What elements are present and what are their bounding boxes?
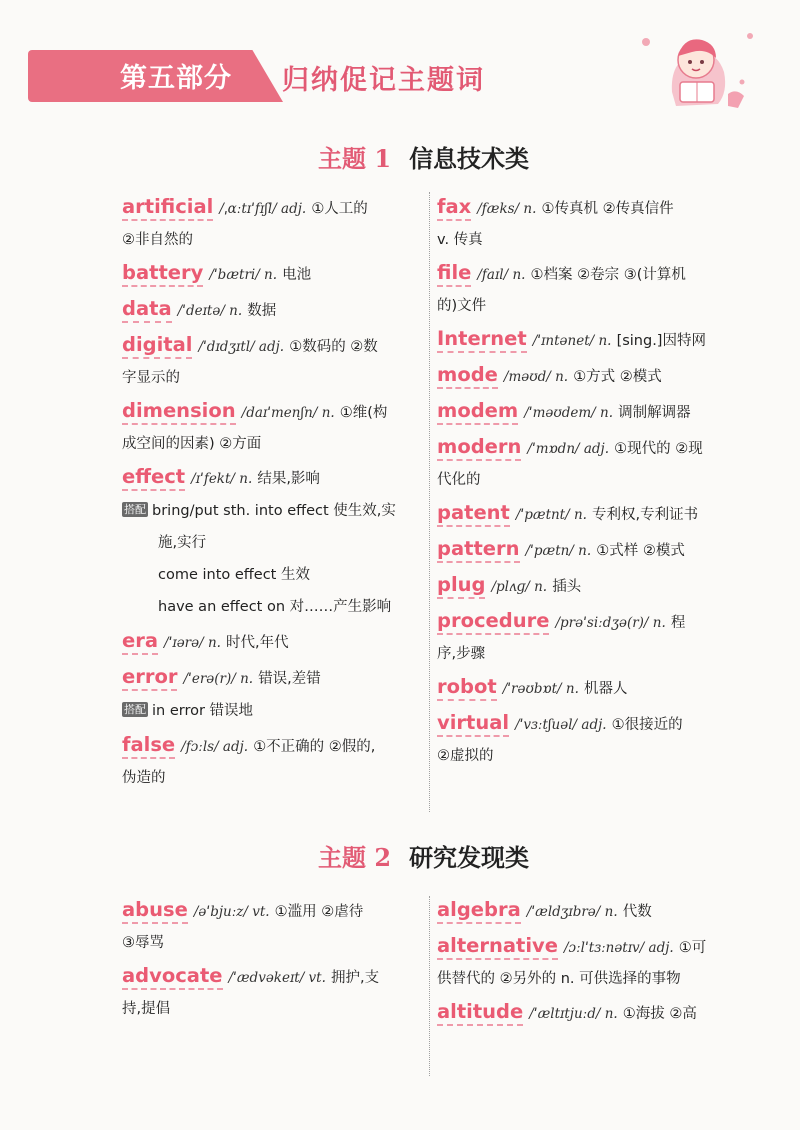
phonetic: /məʊd/ n. bbox=[503, 369, 569, 385]
entry-battery bbox=[122, 255, 422, 291]
definition: 数据 bbox=[247, 303, 277, 319]
phonetic: /ˈmɒdn/ adj. bbox=[527, 441, 610, 457]
headword: patent bbox=[437, 501, 510, 527]
definition: 结果,影响 bbox=[257, 471, 320, 487]
headword: battery bbox=[122, 261, 203, 287]
phonetic: /ˌɑːtɪˈfɪʃl/ adj. bbox=[219, 201, 307, 217]
phonetic: /əˈbjuːz/ vt. bbox=[193, 904, 270, 920]
definition: 机器人 bbox=[583, 681, 628, 697]
entry-abuse bbox=[122, 892, 422, 958]
theme-2-heading bbox=[318, 838, 529, 873]
definition-cont: ②虚拟的 bbox=[437, 748, 494, 764]
headword: modern bbox=[437, 435, 521, 461]
collocation bbox=[122, 695, 422, 727]
definition: 错误,差错 bbox=[258, 671, 321, 687]
definition-cont: 成空间的因素) ②方面 bbox=[122, 436, 262, 452]
phonetic: /ˈældʒɪbrə/ n. bbox=[526, 904, 618, 920]
definition-cont: v. 传真 bbox=[437, 232, 483, 248]
definition-cont: ②非自然的 bbox=[122, 232, 193, 248]
theme-2-right-column bbox=[437, 892, 757, 1030]
headword: fax bbox=[437, 195, 471, 221]
entry-pattern bbox=[437, 531, 757, 567]
phonetic: /ˈpætn/ n. bbox=[525, 543, 592, 559]
collocation: have an effect on 对……产生影响 bbox=[158, 599, 392, 615]
definition-cont: 序,步骤 bbox=[437, 646, 486, 662]
definition-cont: ③辱骂 bbox=[122, 935, 164, 951]
headword: algebra bbox=[437, 898, 521, 924]
entry-plug bbox=[437, 567, 757, 603]
entry-virtual bbox=[437, 705, 757, 771]
phonetic: /ˈerə(r)/ n. bbox=[183, 671, 254, 687]
definition: 电池 bbox=[282, 267, 312, 283]
entry-modem bbox=[437, 393, 757, 429]
definition: ①方式 ②模式 bbox=[573, 369, 662, 385]
phonetic: /ˈrəʊbɒt/ n. bbox=[502, 681, 579, 697]
definition: ①现代的 ②现 bbox=[614, 441, 703, 457]
phonetic: /plʌɡ/ n. bbox=[491, 579, 548, 595]
phonetic: /ɔːlˈtɜːnətɪv/ adj. bbox=[564, 940, 674, 956]
headword: advocate bbox=[122, 964, 223, 990]
definition: 插头 bbox=[552, 579, 582, 595]
entry-altitude bbox=[437, 994, 757, 1030]
entry-data bbox=[122, 291, 422, 327]
phonetic: /ˈɪntənet/ n. bbox=[532, 333, 612, 349]
theme-1-right-column bbox=[437, 189, 757, 771]
headword: era bbox=[122, 629, 158, 655]
definition: 时代,年代 bbox=[226, 635, 289, 651]
theme-1-left-column bbox=[122, 189, 422, 793]
entry-fax bbox=[437, 189, 757, 255]
headword: virtual bbox=[437, 711, 509, 737]
entry-advocate bbox=[122, 958, 422, 1024]
headword: modem bbox=[437, 399, 518, 425]
headword: pattern bbox=[437, 537, 520, 563]
definition-cont: 的)文件 bbox=[437, 298, 487, 314]
theme-2-label: 主题 2 bbox=[318, 843, 392, 872]
entry-mode bbox=[437, 357, 757, 393]
headword: digital bbox=[122, 333, 192, 359]
entry-modern bbox=[437, 429, 757, 495]
phonetic: /ˈvɜːtʃuəl/ adj. bbox=[515, 717, 607, 733]
definition: 拥护,支 bbox=[331, 970, 380, 986]
definition: ①不正确的 ②假的, bbox=[253, 739, 376, 755]
headword: Internet bbox=[437, 327, 527, 353]
theme-2-title: 研究发现类 bbox=[409, 843, 530, 872]
theme-1-label: 主题 1 bbox=[318, 144, 392, 173]
phonetic: /ˈdeɪtə/ n. bbox=[177, 303, 243, 319]
headword: alternative bbox=[437, 934, 558, 960]
definition: ①式样 ②模式 bbox=[596, 543, 685, 559]
collocation-cont: 施,实行 bbox=[158, 535, 207, 551]
definition: 专利权,专利证书 bbox=[592, 507, 699, 523]
column-divider bbox=[429, 896, 430, 1076]
definition: ①很接近的 bbox=[611, 717, 683, 733]
entry-digital bbox=[122, 327, 422, 393]
entry-era bbox=[122, 623, 422, 659]
definition: ①档案 ②卷宗 ③(计算机 bbox=[530, 267, 686, 283]
entry-patent bbox=[437, 495, 757, 531]
definition: ①传真机 ②传真信件 bbox=[541, 201, 674, 217]
headword: altitude bbox=[437, 1000, 523, 1026]
phonetic: /ˈdɪdʒɪtl/ adj. bbox=[198, 339, 285, 355]
entry-robot bbox=[437, 669, 757, 705]
entry-alternative bbox=[437, 928, 757, 994]
entry-algebra bbox=[437, 892, 757, 928]
definition: 代数 bbox=[622, 904, 652, 920]
collocation-badge: 搭配 bbox=[124, 503, 146, 516]
entry-false bbox=[122, 727, 422, 793]
phonetic: /ɪˈfekt/ n. bbox=[191, 471, 253, 487]
headword: robot bbox=[437, 675, 497, 701]
theme-2-left-column bbox=[122, 892, 422, 1024]
definition: ①人工的 bbox=[311, 201, 368, 217]
phonetic: /faɪl/ n. bbox=[477, 267, 526, 283]
part-banner bbox=[28, 50, 283, 102]
entry-dimension bbox=[122, 393, 422, 459]
headword: procedure bbox=[437, 609, 549, 635]
definition: [sing.]因特网 bbox=[616, 333, 706, 349]
definition: ①数码的 ②数 bbox=[289, 339, 378, 355]
definition: ①维(构 bbox=[339, 405, 388, 421]
part-subtitle: 归纳促记主题词 bbox=[282, 65, 485, 96]
definition-cont: 代化的 bbox=[437, 472, 481, 488]
phonetic: /fɔːls/ adj. bbox=[181, 739, 249, 755]
definition-cont: 供替代的 ②另外的 n. 可供选择的事物 bbox=[437, 971, 681, 987]
entry-effect bbox=[122, 459, 422, 623]
column-divider bbox=[429, 192, 430, 812]
part-label: 第五部分 bbox=[120, 63, 232, 94]
definition: ①海拔 ②高 bbox=[622, 1006, 697, 1022]
entry-internet bbox=[437, 321, 757, 357]
collocation-text: in error 错误地 bbox=[152, 703, 254, 719]
entry-error bbox=[122, 659, 422, 727]
entry-artificial bbox=[122, 189, 422, 255]
definition: 程 bbox=[670, 615, 686, 631]
collocation bbox=[122, 495, 422, 527]
collocation-text: bring/put sth. into effect 使生效,实 bbox=[152, 503, 396, 519]
headword: plug bbox=[437, 573, 485, 599]
headword: false bbox=[122, 733, 175, 759]
phonetic: /daɪˈmenʃn/ n. bbox=[241, 405, 335, 421]
entry-procedure bbox=[437, 603, 757, 669]
definition: ①滥用 ②虐待 bbox=[274, 904, 364, 920]
headword: artificial bbox=[122, 195, 213, 221]
definition: 调制解调器 bbox=[618, 405, 691, 421]
headword: data bbox=[122, 297, 172, 323]
entry-file bbox=[437, 255, 757, 321]
phonetic: /ˈməʊdem/ n. bbox=[524, 405, 613, 421]
definition-cont: 字显示的 bbox=[122, 370, 180, 386]
cartoon-girl-illustration bbox=[632, 22, 762, 114]
collocation: come into effect 生效 bbox=[158, 567, 310, 583]
phonetic: /ˈædvəkeɪt/ vt. bbox=[228, 970, 326, 986]
headword: effect bbox=[122, 465, 185, 491]
phonetic: /ˈpætnt/ n. bbox=[515, 507, 587, 523]
phonetic: /fæks/ n. bbox=[477, 201, 537, 217]
phonetic: /ˈæltɪtjuːd/ n. bbox=[529, 1006, 618, 1022]
definition: ①可 bbox=[678, 940, 707, 956]
definition-cont: 持,提倡 bbox=[122, 1001, 171, 1017]
theme-1-title: 信息技术类 bbox=[409, 144, 530, 173]
definition-cont: 伪造的 bbox=[122, 770, 166, 786]
headword: file bbox=[437, 261, 471, 287]
headword: error bbox=[122, 665, 177, 691]
phonetic: /ˈɪərə/ n. bbox=[164, 635, 221, 651]
phonetic: /ˈbætri/ n. bbox=[209, 267, 278, 283]
headword: mode bbox=[437, 363, 498, 389]
collocation-badge: 搭配 bbox=[124, 703, 146, 716]
theme-1-heading bbox=[318, 139, 529, 174]
headword: abuse bbox=[122, 898, 188, 924]
headword: dimension bbox=[122, 399, 236, 425]
phonetic: /prəˈsiːdʒə(r)/ n. bbox=[555, 615, 666, 631]
